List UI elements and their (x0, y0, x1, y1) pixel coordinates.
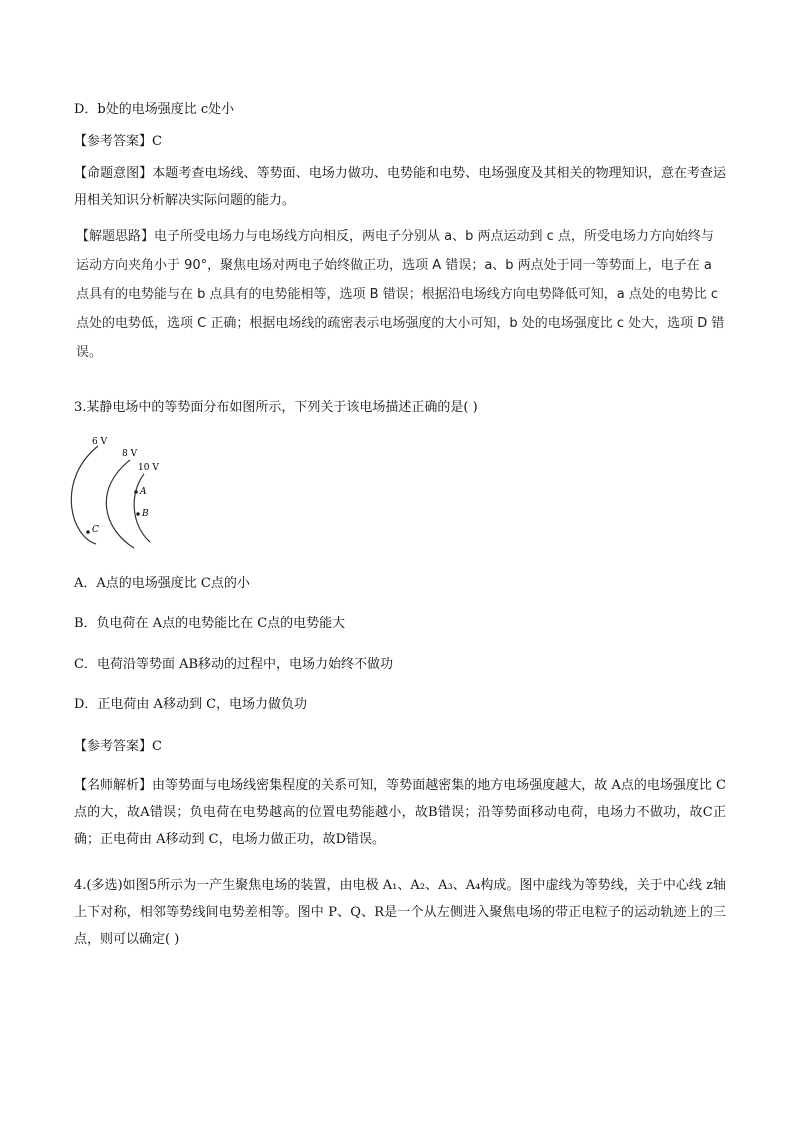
question4-stem: 4.(多选)如图5所示为一产生聚焦电场的装置，由电极 A₁、A₂、A₃、A₄构成。图中虚线为等势线，关于中心线 z轴上下对称，相邻等势线间电势差相等。图中 P、Q、R是一个从左侧进入聚焦电场的带正电粒子的运动轨迹上的三点，则可以确定( ) (74, 878, 726, 947)
point-c-marker (86, 530, 90, 534)
prev-answer: 【参考答案】C (74, 134, 162, 149)
point-b-label: B (142, 509, 149, 519)
prev-solution: 【解题思路】电子所受电场力与电场线方向相反，两电子分别从 a、b 两点运动到 c 点，所受电场力方向始终与运动方向夹角小于 90°，聚焦电场对两电子始终做正功，选项 A 错误；a、b 两点处于同一等势面上，电子在 a 点具有的电势能与在 b 点具有的电势能相等，选项 B 错误；根据沿电场线方向电势降低可知，a 点处的电势比 c 点处的电势低，选项 C 正确；根据电场线的疏密表示电场强度的大小可知，b 处的电场强度比 c 处大，选项 D 错误。 (76, 229, 725, 360)
point-b-marker (136, 512, 140, 516)
label-10v: 10 V (138, 463, 159, 473)
question3-option-a: A．A点的电场强度比 C点的小 (74, 576, 250, 591)
point-a-marker (134, 490, 138, 494)
question3-answer: 【参考答案】C (74, 739, 162, 754)
prev-intent: 【命题意图】本题考查电场线、等势面、电场力做功、电势能和电势、电场强度及其相关的物理知识，意在考查运用相关知识分析解决实际问题的能力。 (74, 166, 726, 208)
question3-option-d: D．正电荷由 A移动到 C，电场力做负功 (74, 697, 308, 712)
question3-option-c: C．电荷沿等势面 AB移动的过程中，电场力始终不做功 (74, 657, 394, 672)
question3-stem: 3.某静电场中的等势面分布如图所示，下列关于该电场描述正确的是( ) (74, 400, 478, 415)
prev-option-d: D．b处的电场强度比 c处小 (74, 102, 235, 117)
label-6v: 6 V (92, 437, 108, 447)
question3-option-b: B．负电荷在 A点的电势能比在 C点的电势能大 (74, 616, 346, 631)
question3-analysis: 【名师解析】由等势面与电场线密集程度的关系可知，等势面越密集的地方电场强度越大，故 A点的电场强度比 C点的大，故A错误；负电荷在电势越高的位置电势能越小，故B错误；沿等势面移动电荷，电场力不做功，故C正确；正电荷由 A移动到 C，电场力做正功，故D错误。 (74, 778, 726, 847)
point-c-label: C (92, 525, 99, 535)
label-8v: 8 V (122, 449, 138, 459)
equipotential-figure (64, 432, 174, 556)
point-a-label: A (140, 487, 147, 497)
